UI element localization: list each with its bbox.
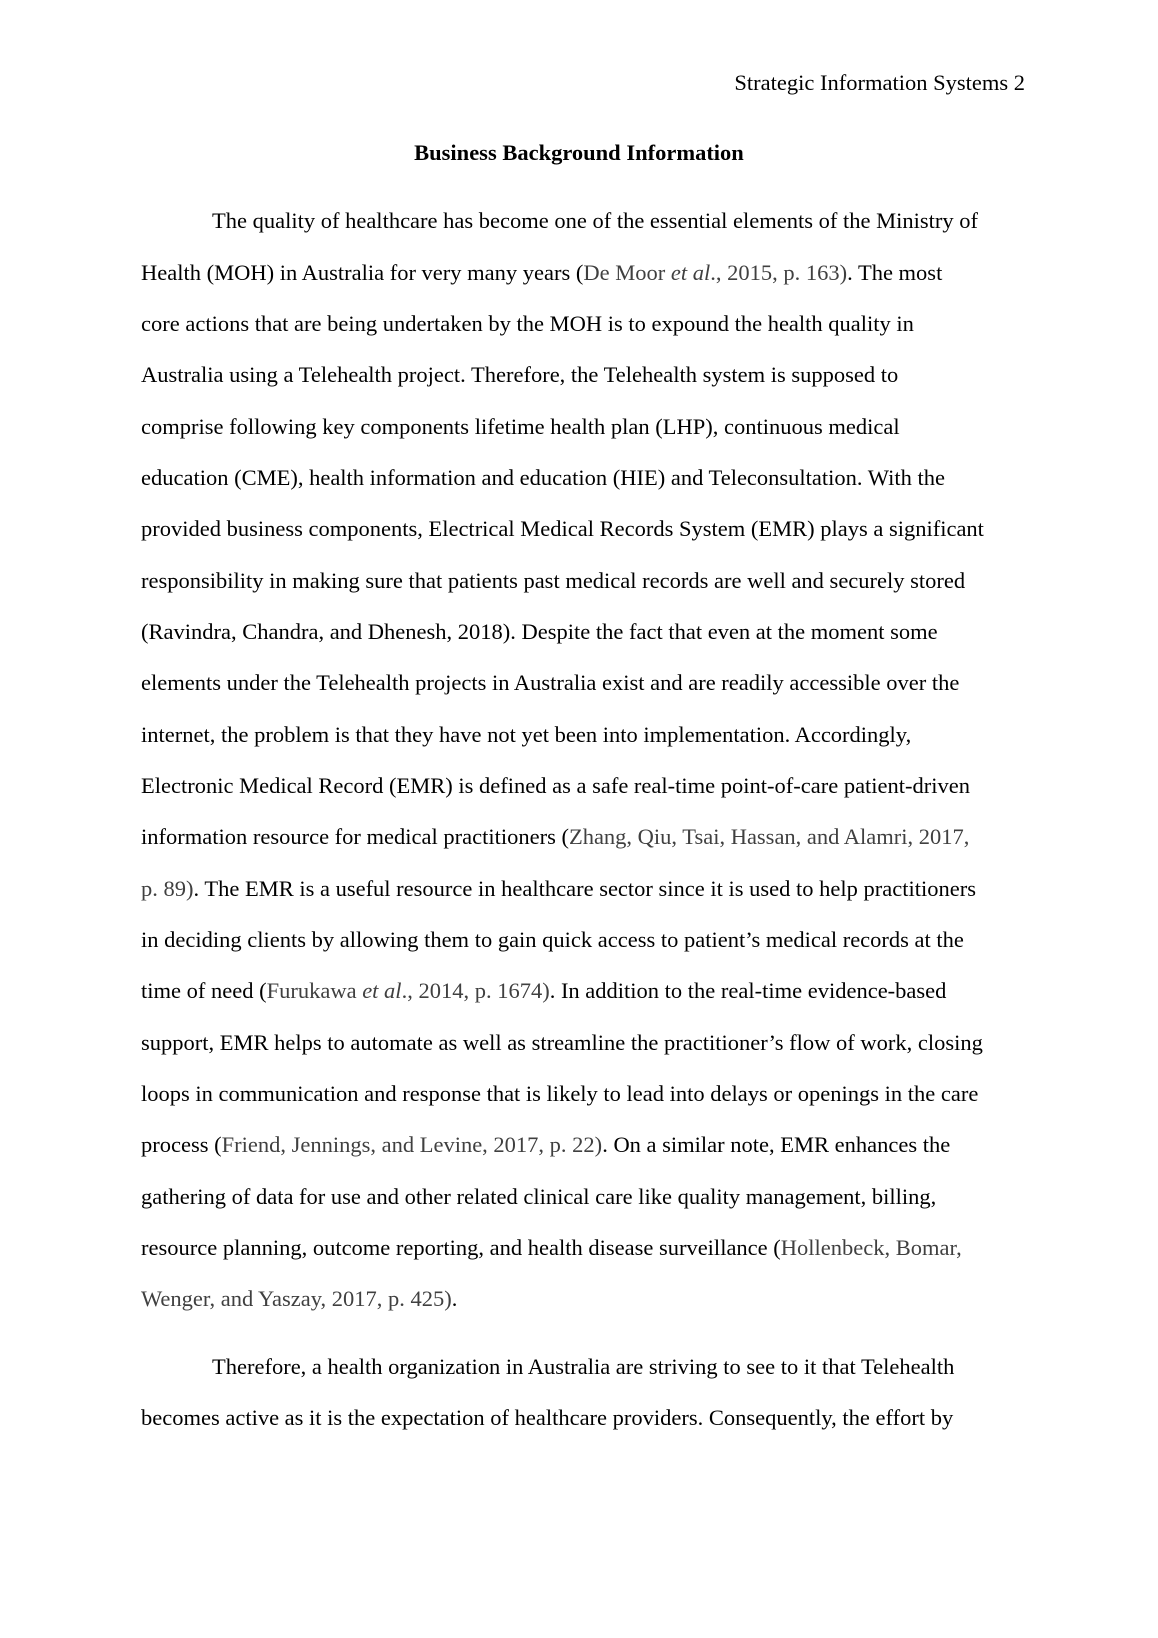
text-line [212,1352,954,1382]
line-text: information resource for medical practitioners ( [141,824,569,849]
text-line [141,617,938,647]
citation-text: et al [362,978,402,1003]
line-text: loops in communication and response that is likely to lead into delays or openings in the care [141,1081,979,1106]
citation-text: Hollenbeck, Bomar, [780,1235,962,1260]
section-heading: Business Background Information [414,140,744,165]
line-text: (Ravindra, Chandra, and Dhenesh, 2018). Despite the fact that even at the moment some [141,619,938,644]
line-text: resource planning, outcome reporting, and health disease surveillance ( [141,1235,781,1260]
line-text: responsibility in making sure that patients past medical records are well and securely stored [141,568,966,593]
text-line [141,258,942,288]
text-line [141,1028,983,1058]
text-line [141,1284,457,1314]
line-text: Electronic Medical Record (EMR) is defined as a safe real-time point-of-care patient-driven [141,773,971,798]
text-line [141,925,964,955]
line-text: core actions that are being undertaken by the MOH is to expound the health quality in [141,311,914,336]
line-text: time of need ( [141,978,267,1003]
text-line [141,412,900,442]
line-text: comprise following key components lifetime health plan (LHP), continuous medical [141,414,900,439]
line-text: . The most [847,260,943,285]
line-text: education (CME), health information and education (HIE) and Teleconsultation. With the [141,465,945,490]
text-line [141,976,946,1006]
text-line [141,463,945,493]
line-text: Therefore, a health organization in Australia are striving to see to it that Telehealth [212,1354,955,1379]
line-text: process ( [141,1132,222,1157]
text-line [141,668,959,698]
citation-text: De Moor [583,260,671,285]
running-head: Strategic Information Systems 2 [734,70,1025,95]
text-line [141,1079,978,1109]
text-line [141,771,970,801]
line-text: in deciding clients by allowing them to gain quick access to patient’s medical records at the [141,927,964,952]
line-text: . On a similar note, EMR enhances the [602,1132,951,1157]
line-text: provided business components, Electrical Medical Records System (EMR) plays a significant [141,516,984,541]
text-line [141,874,976,904]
text-line [141,822,969,852]
text-line [141,309,914,339]
text-line [141,1233,962,1263]
text-line [212,206,978,236]
citation-text: Wenger, and Yaszay, 2017, p. 425) [141,1286,452,1311]
text-line [141,720,911,750]
text-line [141,1403,953,1433]
citation-text: Zhang, Qiu, Tsai, Hassan, and Alamri, 2017, [568,824,970,849]
text-line [141,360,898,390]
line-text: elements under the Telehealth projects in Australia exist and are readily accessible over the [141,670,960,695]
line-text: internet, the problem is that they have not yet been into implementation. Accordingly, [141,722,912,747]
line-text: becomes active as it is the expectation of healthcare providers. Consequently, the effort by [141,1405,954,1430]
citation-text: Furukawa [266,978,363,1003]
line-text: . The EMR is a useful resource in healthcare sector since it is used to help practitioners [193,876,976,901]
citation-text: ., 2015, p. 163) [710,260,848,285]
line-text: . [451,1286,458,1311]
line-text: Health (MOH) in Australia for very many years ( [141,260,584,285]
text-line [141,566,965,596]
line-text: support, EMR helps to automate as well as streamline the practitioner’s flow of work, closing [141,1030,983,1055]
text-line [141,1182,936,1212]
citation-text: p. 89) [141,876,194,901]
line-text: Australia using a Telehealth project. Therefore, the Telehealth system is supposed to [141,362,899,387]
line-text: . In addition to the real-time evidence-based [549,978,947,1003]
line-text: The quality of healthcare has become one of the essential elements of the Ministry of [212,208,978,233]
line-text: gathering of data for use and other related clinical care like quality management, billing, [141,1184,937,1209]
text-line [141,1130,950,1160]
citation-text: Friend, Jennings, and Levine, 2017, p. 22) [221,1132,603,1157]
citation-text: ., 2014, p. 1674) [401,978,550,1003]
citation-text: et al [670,260,711,285]
text-line [141,514,984,544]
